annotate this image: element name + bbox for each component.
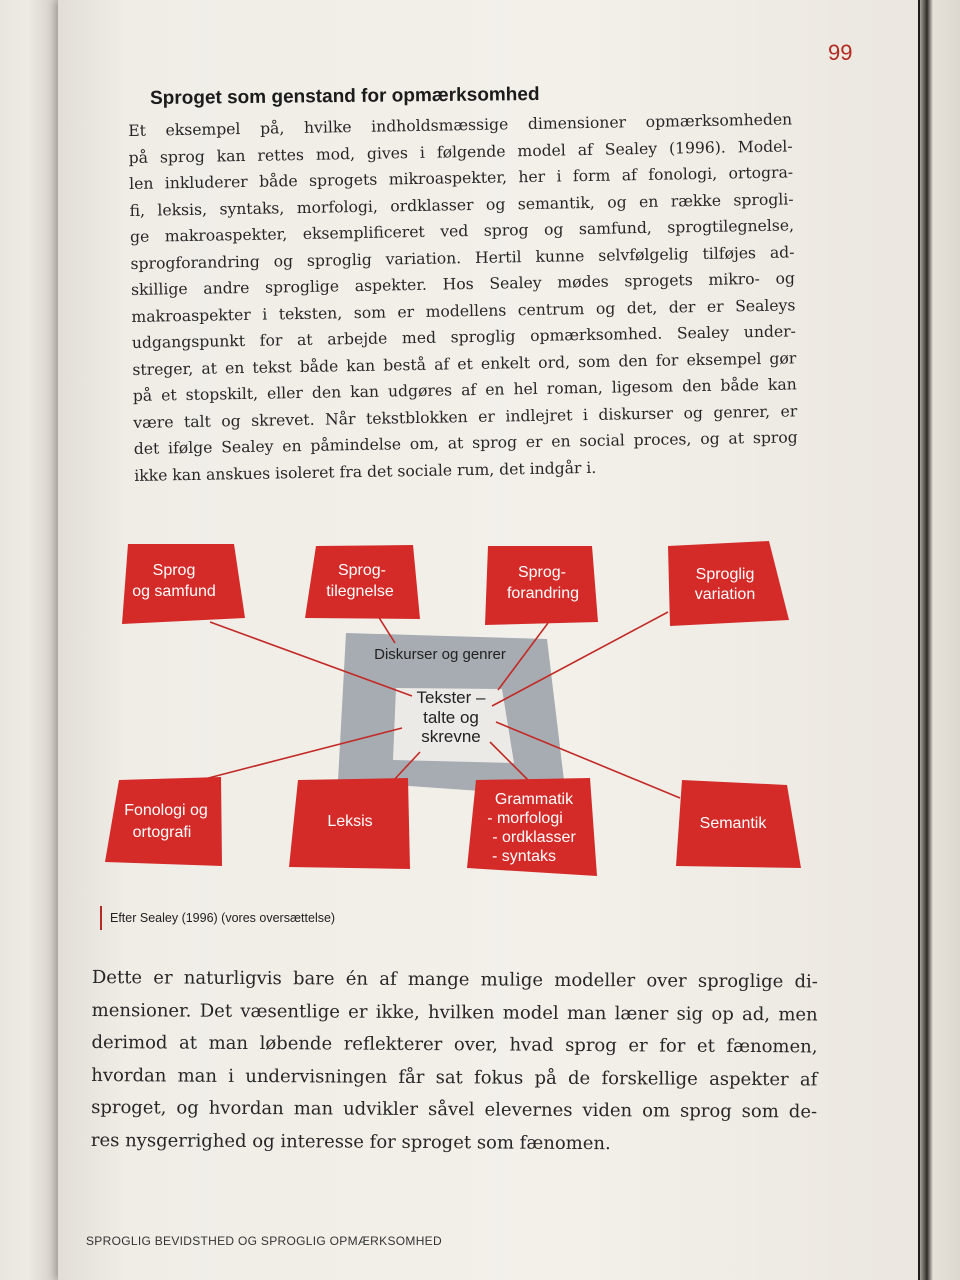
running-footer: SPROGLIG BEVIDSTHED OG SPROGLIG OPMÆRKSOMHED	[86, 1234, 442, 1248]
text-line: sproget, og hvordan man udvikler såvel elevernes viden om sprog som de-	[91, 1096, 818, 1123]
box-label: Semantik	[699, 815, 767, 832]
box-sproglig-variation	[668, 541, 789, 626]
center-label-line: talte og	[423, 708, 479, 727]
section-heading: Sproget som genstand for opmærksomhed	[149, 83, 540, 110]
page-number: 99	[828, 40, 853, 65]
text-line: mensioner. Det væsentlige er ikke, hvilken model man læner sig op ad, men	[91, 999, 818, 1025]
center-label-line: Tekster –	[416, 688, 486, 707]
text-line: Dette er naturligvis bare én af mange mulige modeller over sproglige di-	[91, 966, 818, 993]
text-line: fi, leksis, syntaks, morfologi, ordklasser og semantik, og en række sprogli-	[129, 189, 794, 220]
discourse-label: Diskurser og genrer	[374, 646, 506, 663]
text-line: hvordan man i undervisningen får sat fokus på de forskellige aspekter af	[91, 1064, 818, 1090]
text-line: ikke kan anskues isoleret fra det sociale rum, det indgår i.	[134, 458, 597, 485]
box-label: Leksis	[327, 813, 373, 830]
text-line: Et eksempel på, hvilke indholdsmæssige dimensioner opmærksomheden	[128, 110, 793, 140]
box-label: tilegnelse	[326, 583, 394, 600]
box-label: Sprog-	[517, 564, 567, 581]
text-line: sprogforandring og sproglig variation. Hertil kunne selvfølgelig tilføjes ad-	[130, 242, 795, 273]
text-line: makroaspekter i teksten, som er modellens centrum og det, der er Sealeys	[131, 295, 796, 326]
box-label: Grammatik	[494, 791, 574, 808]
box-sprogtilegnelse	[305, 545, 420, 619]
text-line: skillige andre sproglige aspekter. Hos Sealey mødes sprogets mikro- og	[130, 269, 796, 299]
center-label-line: skrevne	[421, 727, 481, 746]
text-line: på sprog kan rettes mod, gives i følgende model af Sealey (1996). Model-	[128, 136, 793, 167]
box-label: variation	[694, 586, 756, 603]
box-label: Sprog-	[337, 562, 387, 579]
box-label: og samfund	[132, 583, 216, 600]
text-line: derimod at man løbende reflekterer over, hvad sprog er for et fænomen,	[91, 1031, 818, 1058]
text-line: len inkluderer både sprogets mikroaspekter, her i form af fonologi, ortogra-	[128, 163, 794, 193]
box-label: - morfologi	[487, 810, 563, 827]
text-line: udgangspunkt for at arbejde med sproglig opmærksomhed. Sealey under-	[131, 322, 796, 352]
text-line: det ifølge Sealey en påmindelse om, at sprog er en social proces, og at sprog	[133, 428, 798, 458]
box-label: forandring	[506, 585, 580, 602]
box-label: Sprog	[152, 562, 196, 579]
paragraph-2	[91, 962, 818, 1161]
text-line: ge makroaspekter, eksemplificeret ved sprog og samfund, sprogtilegnelse,	[129, 216, 795, 246]
text-line: være talt og skrevet. Når tekstblokken er indlejret i diskurser og genrer, er	[133, 401, 798, 432]
text-line: på et stopskilt, eller den kan udgøres af en hel roman, ligesom den både kan	[132, 375, 797, 405]
box-label: - ordklasser	[492, 829, 576, 846]
figure-caption: Efter Sealey (1996) (vores oversættelse)	[100, 906, 335, 930]
box-fonologi-og-ortografi	[105, 777, 222, 866]
box-label: ortografi	[132, 824, 192, 841]
box-label: Sproglig	[695, 566, 755, 583]
box-label: - syntaks	[491, 848, 557, 865]
box-label: Fonologi og	[124, 802, 208, 819]
text-line: streger, at en tekst både kan bestå af et enkelt ord, som den for eksempel gør	[132, 348, 797, 379]
text-line: res nysgerrighed og interesse for sproget som fænomen.	[90, 1129, 611, 1154]
